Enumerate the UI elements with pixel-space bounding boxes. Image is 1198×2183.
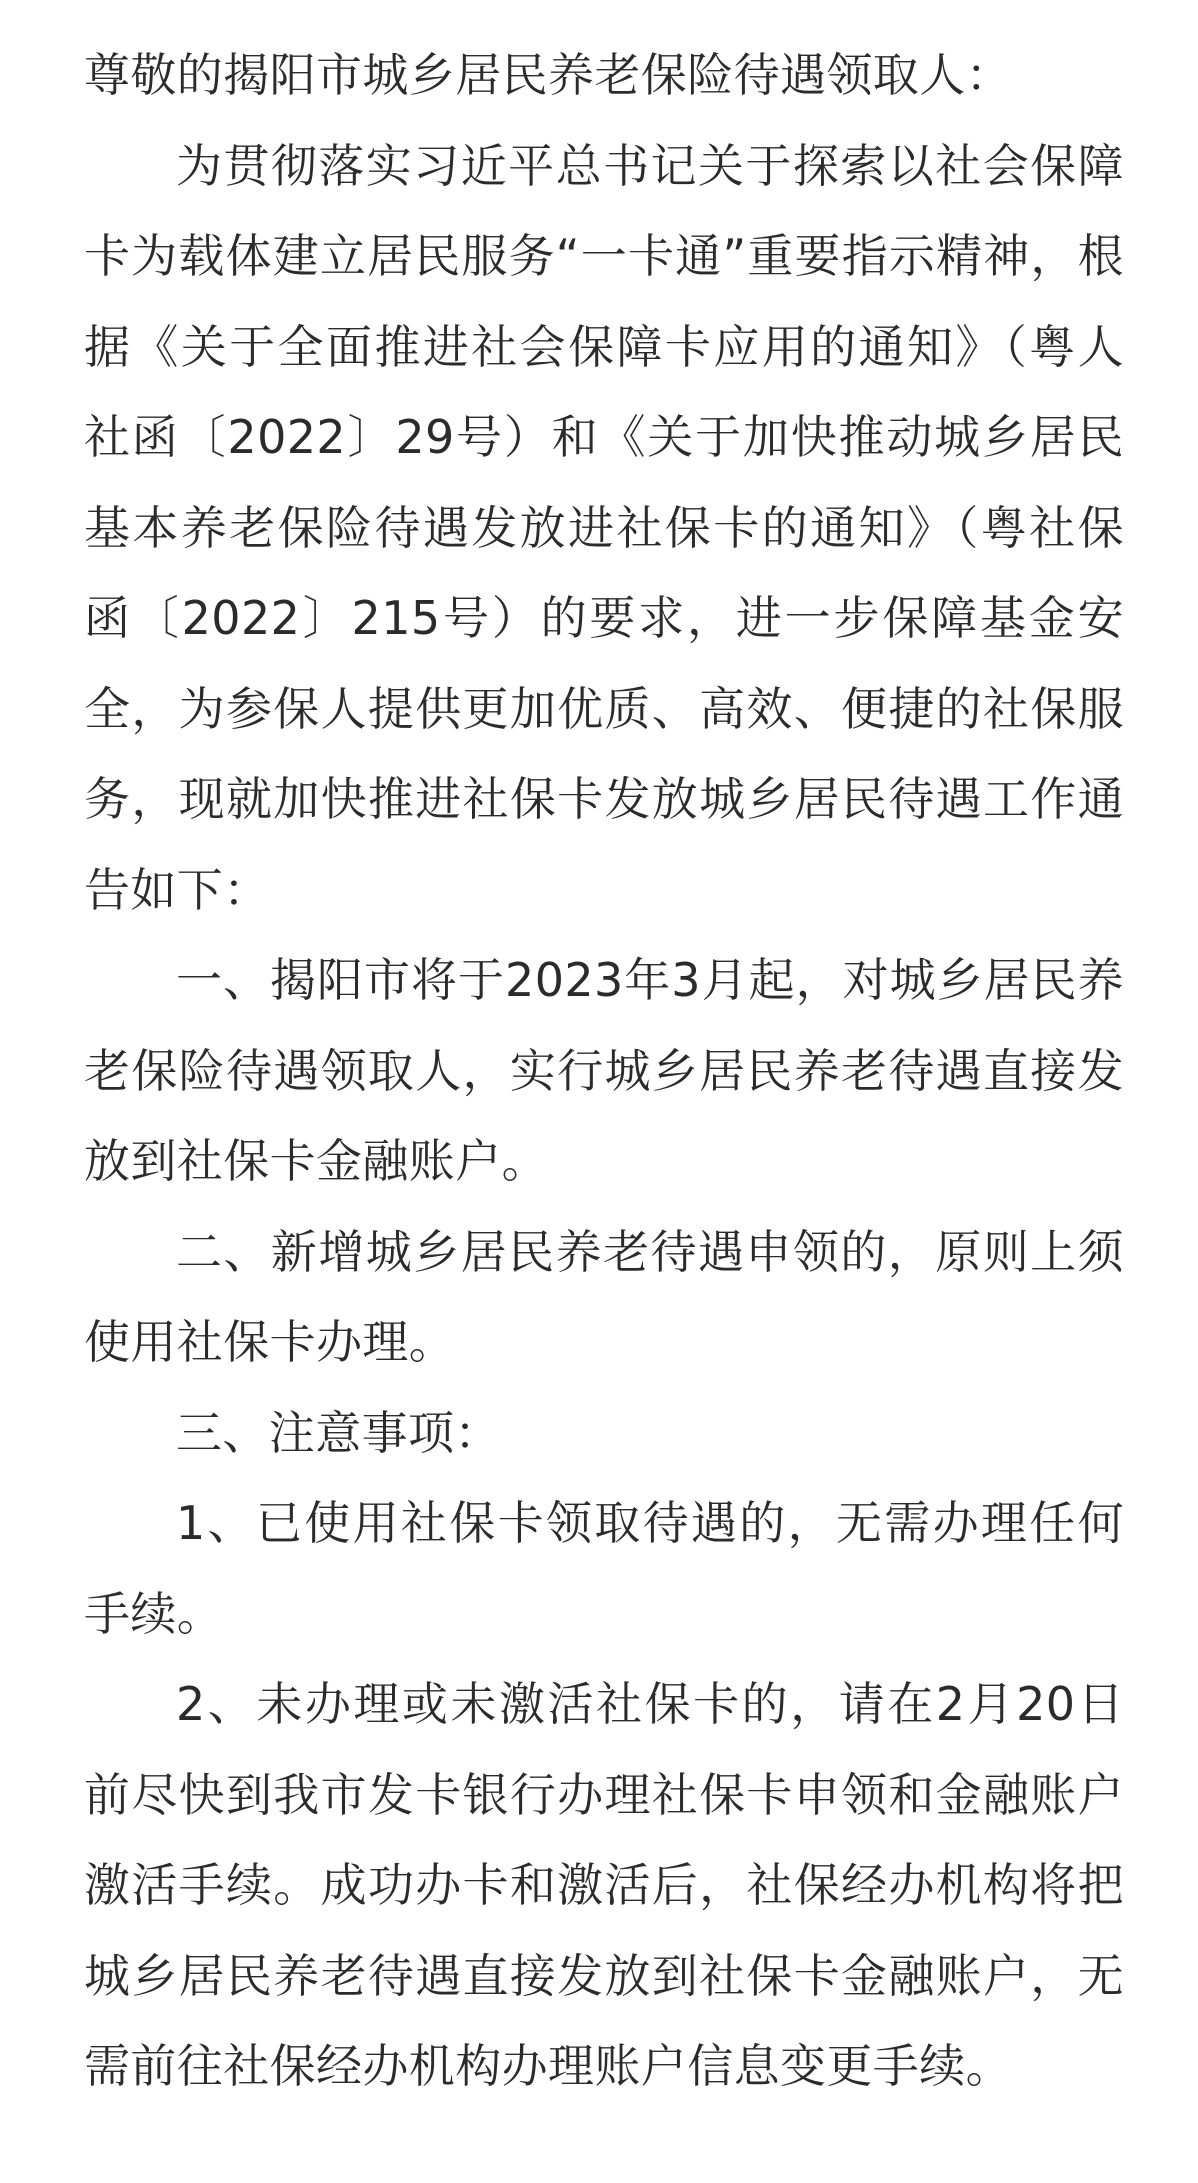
paragraph-item-2: 二、新增城乡居民养老待遇申领的，原则上须使用社保卡办理。 [84,1224,1124,1369]
paragraph-item-1: 一、揭阳市将于2023年3月起，对城乡居民养老保险待遇领取人，实行城乡居民养老待遇直接发放到社保卡金融账户。 [84,953,1124,1188]
notice-body [84,30,1124,2112]
paragraph-subitem-1: 1、已使用社保卡领取待遇的，无需办理任何手续。 [84,1496,1124,1641]
salutation: 尊敬的揭阳市城乡居民养老保险待遇领取人： [84,48,1012,102]
paragraph-preamble: 为贯彻落实习近平总书记关于探索以社会保障卡为载体建立居民服务“一卡通”重要指示精神，根据《关于全面推进社会保障卡应用的通知》（粤人社函〔2022〕29号）和《关于加快推动城乡居民基本养老保险待遇发放进社保卡的通知》（粤社保函〔2022〕215号）的要求，进一步保障基金安全，为参保人提供更加优质、高效、便捷的社保服务，现就加快推进社保卡发放城乡居民待遇工作通告如下： [84,138,1124,917]
paragraph-subitem-2: 2、未办理或未激活社保卡的，请在2月20日前尽快到我市发卡银行办理社保卡申领和金融账户激活手续。成功办卡和激活后，社保经办机构将把城乡居民养老待遇直接发放到社保卡金融账户，无需前往社保经办机构办理账户信息变更手续。 [84,1677,1124,2093]
paragraph-item-3-heading: 三、注意事项： [176,1405,501,1460]
